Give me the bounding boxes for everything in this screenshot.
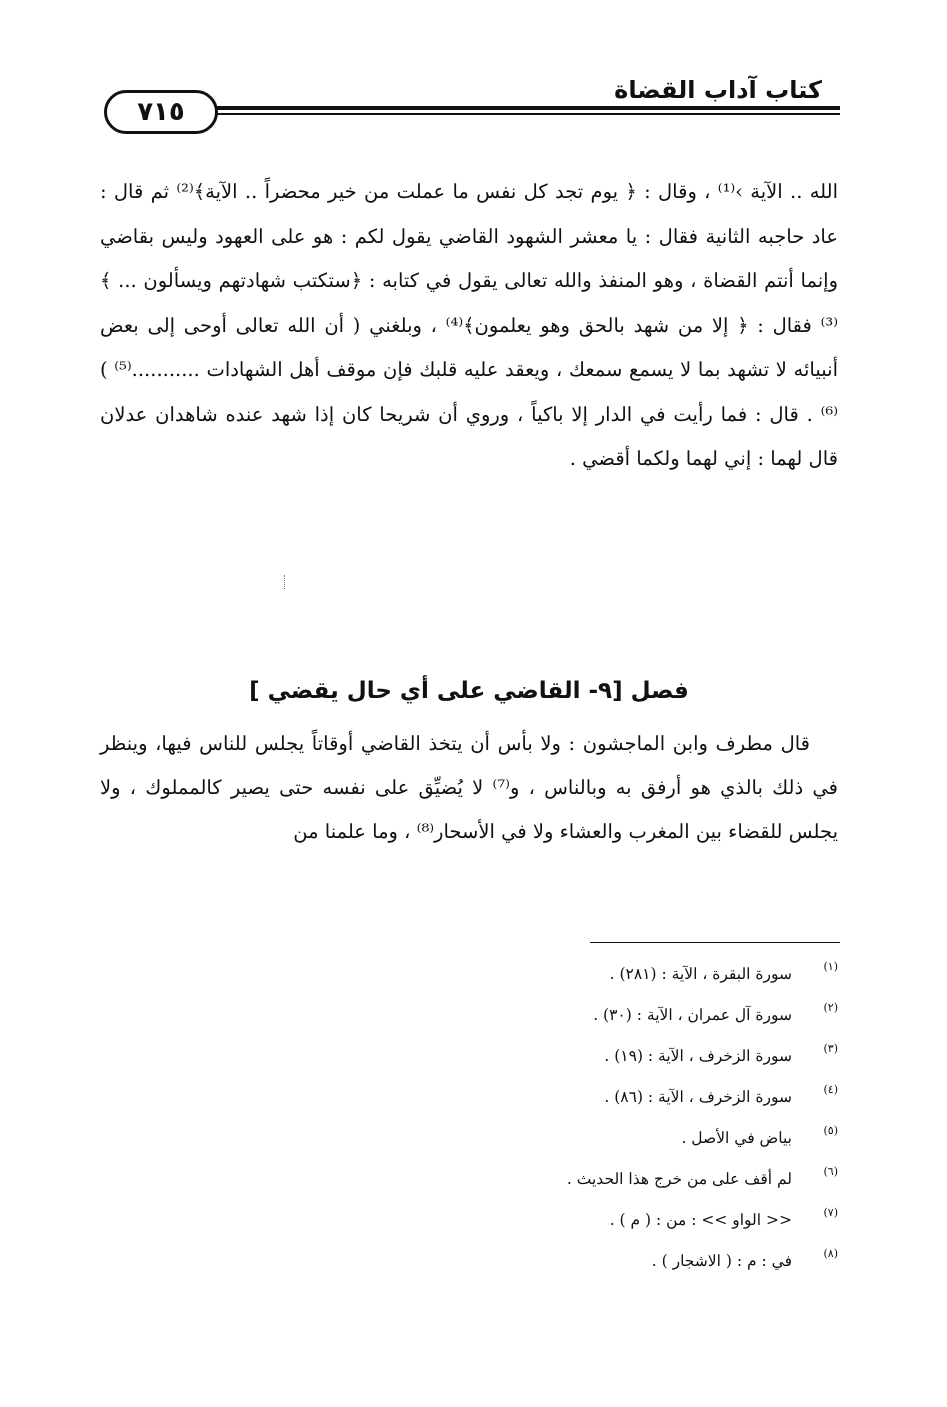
footnote: [100, 1159, 840, 1200]
page-header: [100, 70, 840, 130]
footnote-divider: [590, 942, 840, 943]
footnote-text: في : م : ( الاشجار ) .: [651, 1252, 792, 1270]
footnote-number: (٢): [823, 1001, 838, 1014]
footnote-number: (٧): [823, 1206, 838, 1219]
main-paragraph: [100, 170, 838, 482]
footnote-number: (٣): [823, 1042, 838, 1055]
footnote-text: سورة البقرة ، الآية : (٢٨١) .: [609, 965, 792, 983]
footnote-text: لم أقف على من خرج هذا الحديث .: [566, 1170, 792, 1188]
footnote-text: << الواو >> : من : ( م ) .: [609, 1211, 792, 1229]
scan-mark: [284, 575, 288, 589]
footnote: [100, 1241, 840, 1282]
header-rule-thin: [178, 113, 840, 115]
footnote: [100, 1036, 840, 1077]
footnote-number: (٨): [823, 1247, 838, 1260]
footnote-text: سورة آل عمران ، الآية : (٣٠) .: [593, 1006, 792, 1024]
footnote-text: سورة الزخرف ، الآية : (٨٦) .: [604, 1088, 792, 1106]
page-number: ٧١٥: [104, 90, 218, 134]
main-paragraph-text: الله .. الآية ›⁽¹⁾ ، وقال : ﴿ يوم تجد كل نفس ما عملت من خير محضراً .. الآية﴾⁽²⁾ ثم قال : عاد حاجبه الثانية فقال : يا معشر الشهود القاضي يقول لكم : هو على العهود وليس بقاضي وإنما أنتم القضاة ، وهو المنفذ والله تعالى يقول في كتابه : ﴿ستكتب شهادتهم ويسألون ... ﴾⁽³⁾ فقال : ﴿ إلا من شهد بالحق وهو يعلمون﴾⁽⁴⁾ ، وبلغني ( أن الله تعالى أوحى إلى بعض أنبيائه لا تشهد بما لا يسمع سمعك ، ويعقد عليه قلبك فإن موقف أهل الشهادات ...........⁽⁵⁾ )⁽⁶⁾ . قال : فما رأيت في الدار إلا باكياً ، وروي أن شريحا كان إذا شهد عنده شاهدان عدلان قال لهما : إني لهما ولكما أقضي .: [100, 180, 838, 470]
section-title: فصل [٩- القاضي على أي حال يقضي ]: [249, 678, 689, 704]
footnote: [100, 1077, 840, 1118]
footnote: [100, 1118, 840, 1159]
footnote: [100, 1200, 840, 1241]
footnote-number: (٤): [823, 1083, 838, 1096]
footnote: [100, 954, 840, 995]
footnote-text: سورة الزخرف ، الآية : (١٩) .: [604, 1047, 792, 1065]
footnote: [100, 995, 840, 1036]
book-title: كتاب آداب القضاة: [614, 76, 822, 104]
footnote-number: (٦): [823, 1165, 838, 1178]
header-rule: [178, 106, 840, 110]
footnote-text: بياض في الأصل .: [681, 1129, 792, 1147]
section-paragraph: [100, 722, 838, 854]
footnote-number: (٥): [823, 1124, 838, 1137]
section-paragraph-text: قال مطرف وابن الماجشون : ولا بأس أن يتخذ القاضي أوقاتاً يجلس للناس فيها، وينظر في ذلك بالذي هو أرفق به وبالناس ، و⁽⁷⁾ لا يُضيِّق على نفسه حتى يصير كالمملوك ، ولا يجلس للقضاء بين المغرب والعشاء ولا في الأسحار⁽⁸⁾ ، وما علمنا من: [100, 732, 838, 843]
footnotes-list: [100, 954, 840, 1282]
footnote-number: (١): [823, 960, 838, 973]
